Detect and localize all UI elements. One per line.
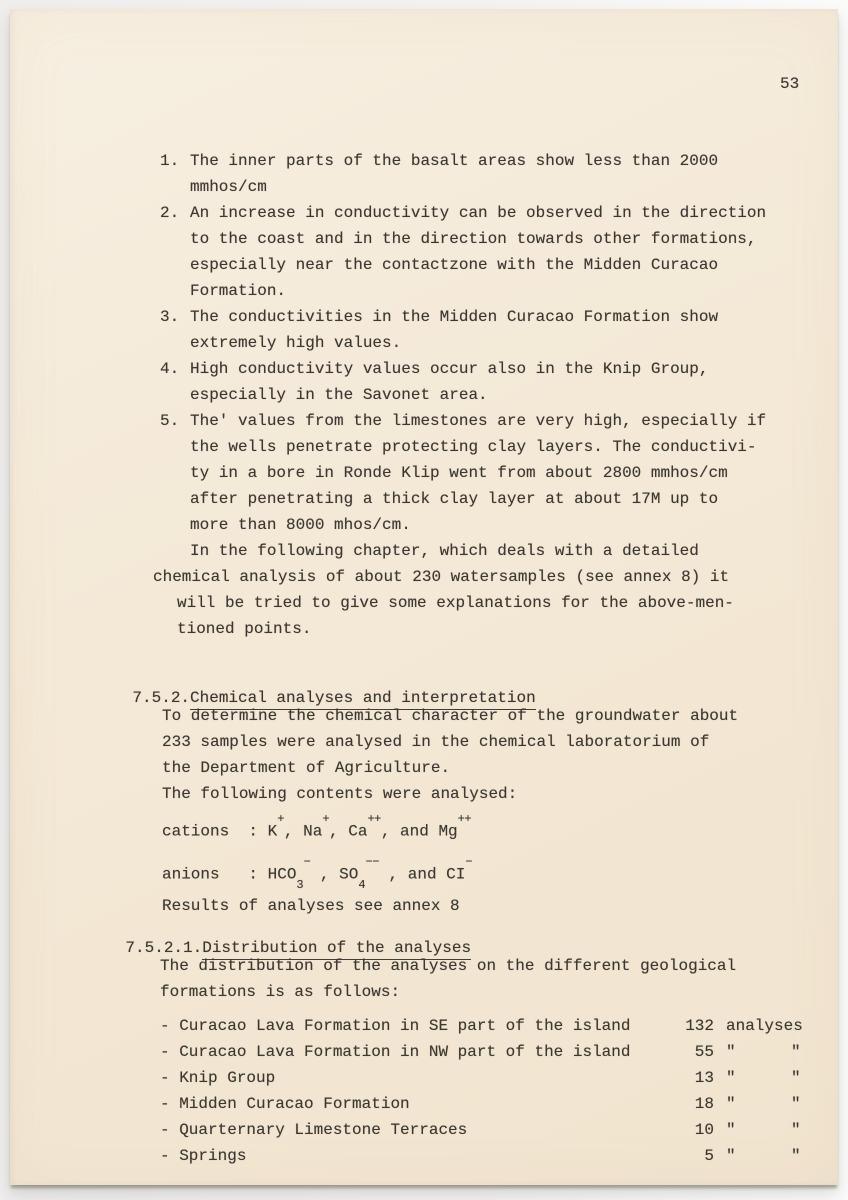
charge-superscript: + — [277, 812, 284, 826]
text-line: The distribution of the analyses on the different geological — [160, 957, 737, 975]
ditto-mark: " — [791, 1043, 801, 1061]
formula-segment: , Ca — [329, 822, 368, 841]
formula-segment: , SO — [310, 865, 359, 884]
text-line: Formation. — [190, 282, 287, 300]
text-line: especially near the contactzone with the Midden Curacao — [190, 256, 719, 274]
text-line: The conductivities in the Midden Curacao Formation show — [190, 308, 719, 326]
table-row — [160, 1143, 848, 1169]
ditto-mark: " — [791, 1095, 801, 1113]
charge-superscript: ++ — [457, 812, 472, 826]
text-line: In the following chapter, which deals with a detailed — [190, 542, 699, 560]
analysis-count: 132 — [685, 1017, 714, 1035]
formula-segment: cations : K — [162, 822, 278, 841]
text-line: the Department of Agriculture. — [162, 759, 451, 777]
text-line: ty in a bore in Ronde Klip went from about 2800 mmhos/cm — [190, 464, 728, 482]
charge-superscript: + — [322, 812, 330, 826]
charge-superscript: − — [465, 855, 473, 870]
text-line: formations is as follows: — [160, 983, 401, 1001]
formation-label: - Quarternary Limestone Terraces — [160, 1121, 468, 1139]
section-7-5-2-1-body — [160, 953, 848, 1169]
analysis-count: 18 — [694, 1095, 714, 1113]
text-line: High conductivity values occur also in the Knip Group, — [190, 360, 709, 378]
document-page — [10, 9, 838, 1185]
table-row — [160, 1039, 848, 1065]
section-number: 7.5.2. — [132, 689, 191, 707]
text-line: An increase in conductivity can be observed in the direction — [190, 204, 767, 222]
formula-subscript: 3 — [296, 877, 304, 892]
results-note: Results of analyses see annex 8 — [162, 896, 460, 915]
list-item — [160, 148, 828, 200]
analysis-unit: analyses — [726, 1017, 803, 1035]
page-number: 53 — [780, 75, 800, 93]
text-line: the wells penetrate protecting clay layers. The conductivi- — [190, 438, 757, 456]
list-item — [160, 356, 828, 408]
text-line: mmhos/cm — [190, 178, 267, 196]
list-item — [160, 304, 828, 356]
formation-label: - Knip Group — [160, 1069, 276, 1087]
list-item-text — [190, 148, 828, 200]
list-item — [160, 408, 828, 538]
text-line: after penetrating a thick clay layer at about 17M up to — [190, 490, 719, 508]
table-row — [160, 1013, 848, 1039]
list-item-number: 2. — [160, 204, 180, 222]
analysis-count: 10 — [694, 1121, 714, 1139]
list-item-number: 3. — [160, 308, 180, 326]
text-line: extremely high values. — [190, 334, 402, 352]
formula-segment: , and Mg — [380, 822, 458, 841]
ditto-mark: " — [791, 1121, 801, 1139]
ditto-mark: " — [726, 1069, 736, 1087]
analysis-count: 5 — [704, 1147, 714, 1165]
text-line: especially in the Savonet area. — [190, 386, 488, 404]
text-line: to the coast and in the direction towards other formations, — [190, 230, 757, 248]
ditto-mark: " — [726, 1121, 736, 1139]
table-row — [160, 1117, 848, 1143]
text-line: The following contents were analysed: — [162, 785, 518, 803]
charge-superscript: ++ — [367, 812, 381, 826]
formation-label: - Curacao Lava Formation in NW part of the island — [160, 1043, 631, 1061]
ditto-mark: " — [791, 1147, 801, 1165]
section-title: Distribution of the analyses — [202, 939, 471, 960]
cations-line — [162, 813, 830, 844]
ditto-mark: " — [791, 1069, 801, 1087]
list-item-number: 5. — [160, 412, 180, 430]
formula-segment: anions : HCO — [162, 865, 297, 884]
table-row — [160, 1065, 848, 1091]
list-item-text — [190, 304, 828, 356]
section-title: Chemical analyses and interpretation — [190, 689, 536, 710]
list-item — [160, 200, 828, 304]
text-line: The inner parts of the basalt areas show less than 2000 — [190, 152, 719, 170]
analysis-count: 55 — [694, 1043, 714, 1061]
table-row — [160, 1091, 848, 1117]
list-item-number: 4. — [160, 360, 180, 378]
section-7-5-2-body — [162, 703, 830, 919]
charge-superscript: −− — [365, 855, 379, 870]
section-number: 7.5.2.1. — [125, 939, 203, 957]
anions-line — [162, 856, 830, 893]
formation-label: - Curacao Lava Formation in SE part of the island — [160, 1017, 631, 1035]
list-item-number: 1. — [160, 152, 180, 170]
ditto-mark: " — [726, 1043, 736, 1061]
list-item-text — [190, 356, 828, 408]
formula-segment: , Na — [283, 822, 323, 841]
text-line: To determine the chemical character of the groundwater about — [162, 707, 739, 725]
distribution-table — [160, 1013, 848, 1169]
formula-segment: , and CI — [378, 865, 466, 884]
formation-label: - Midden Curacao Formation — [160, 1095, 410, 1113]
formation-label: - Springs — [160, 1147, 247, 1165]
list-item-text — [190, 200, 828, 304]
list-item-text — [190, 408, 828, 538]
ditto-mark: " — [726, 1147, 736, 1165]
text-line: more than 8000 mhos/cm. — [190, 516, 411, 534]
ditto-mark: " — [726, 1095, 736, 1113]
findings-list — [153, 148, 828, 642]
text-line: 233 samples were analysed in the chemical laboratorium of — [162, 733, 710, 751]
text-line: The' values from the limestones are very high, especially if — [190, 412, 767, 430]
closing-paragraph — [153, 538, 828, 642]
formula-subscript: 4 — [358, 877, 366, 892]
text-line: chemical analysis of about 230 watersamples (see annex 8) it — [153, 568, 730, 586]
text-line: will be tried to give some explanations for the above-men- — [177, 594, 734, 612]
analysis-count: 13 — [694, 1069, 714, 1087]
charge-superscript: − — [303, 855, 311, 870]
text-line: tioned points. — [177, 620, 312, 638]
